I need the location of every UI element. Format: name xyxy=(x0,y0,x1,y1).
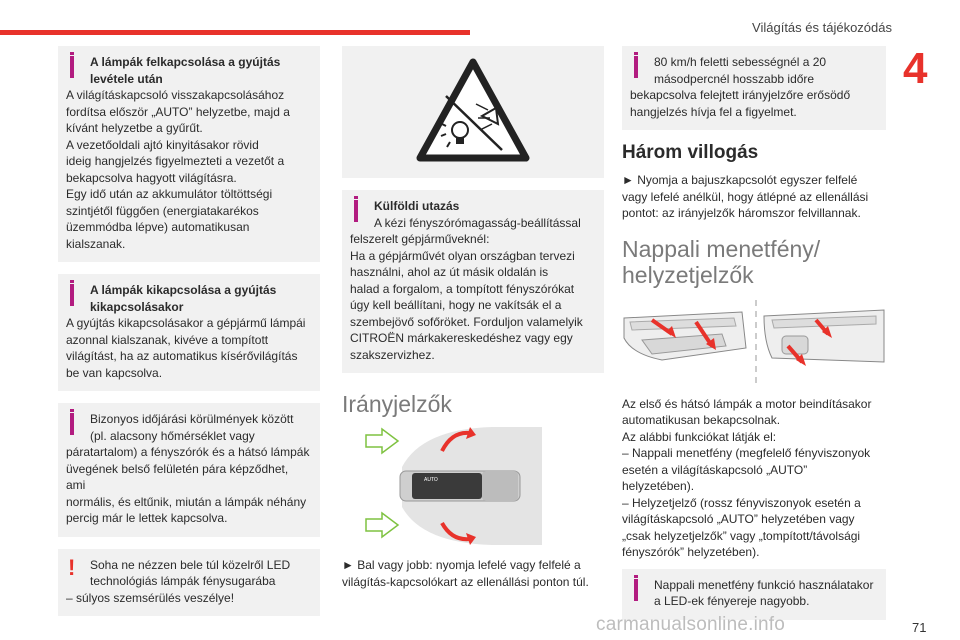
line: bekapcsolva hagyott világításra. xyxy=(66,170,237,185)
watermark: carmanualsonline.info xyxy=(596,614,786,635)
line: szakszervizhez. xyxy=(350,347,435,362)
line: kívánt helyzetbe a gyűrűt. xyxy=(66,121,203,135)
lamp-illustration xyxy=(622,298,886,390)
line: bekapcsolva felejtett irányjelzőre erősödő xyxy=(630,88,851,102)
daytime-text: „csak helyzetjelzők” vagy „tompított/távolsági xyxy=(622,528,861,543)
line: be van kapcsolva. xyxy=(66,365,163,380)
header-red-bar xyxy=(0,30,470,35)
info-box-title: A lámpák kikapcsolása a gyújtás kikapcsolásakor xyxy=(90,283,277,314)
info-box-first-line: 80 km/h feletti sebességnél a 20 másodpercnél hosszabb időre xyxy=(654,55,827,86)
info-box-title: A lámpák felkapcsolása a gyújtás levétele után xyxy=(90,55,281,86)
line: A világításkapcsoló visszakapcsolásához xyxy=(66,88,285,102)
line: A gyújtás kikapcsolásakor a gépjármű lámpái xyxy=(66,316,306,330)
info-box-travel-abroad xyxy=(342,190,604,373)
info-icon xyxy=(70,284,74,306)
headlamp-adjust-triangle-icon xyxy=(342,46,604,178)
info-icon xyxy=(634,579,638,601)
warning-icon: ! xyxy=(68,554,76,580)
daytime-text: esetén a világításkapcsoló „AUTO” xyxy=(622,462,808,477)
turn-signal-text: világítás-kapcsolókart az ellenállási ponton túl. xyxy=(342,574,589,589)
line: percig már le lettek kapcsolva. xyxy=(66,511,228,525)
info-icon xyxy=(70,413,74,435)
line: úgy kell beállítani, hogy ne vakítsák el a xyxy=(350,298,562,312)
column-3 xyxy=(622,46,886,632)
line: a LED-ek fényereje nagyobb. xyxy=(654,594,810,608)
stalk-illustration xyxy=(342,427,604,545)
line: halad a forgalom, a tompított fényszórókat xyxy=(350,281,575,296)
info-box-condensation xyxy=(58,403,320,537)
info-box-first-line: Nappali menetfény funkció használatakor xyxy=(654,577,874,592)
three-flashes-text: vagy lefelé anélkül, hogy átlépné az ellenállási xyxy=(622,189,869,204)
daytime-text: Az alábbi funkciókat látják el: xyxy=(622,429,777,444)
line: szintjétől függően (energiatakarékos xyxy=(66,203,259,218)
line: fordítsa először „AUTO” helyzetbe, majd a xyxy=(66,104,290,119)
line: üzemmódba lépve) automatikusan xyxy=(66,220,250,234)
section-title: Világítás és tájékozódás xyxy=(752,20,892,35)
heading-daytime-lights: Nappali menetfény/ helyzetjelzők xyxy=(622,235,821,288)
column-2 xyxy=(342,46,604,590)
page-number: 71 xyxy=(912,620,927,635)
heading-turn-signals: Irányjelzők xyxy=(342,391,452,417)
info-box-first-line: Bizonyos időjárási körülmények között (pl. alacsony hőmérséklet vagy xyxy=(90,412,294,443)
turn-signal-text: ► Bal vagy jobb: nyomja lefelé vagy felfelé a xyxy=(342,558,581,572)
line: felszerelt gépjárműveknél: xyxy=(350,232,490,246)
daytime-text: automatikusan bekapcsolnak. xyxy=(622,413,781,427)
column-1 xyxy=(58,46,320,628)
chapter-number: 4 xyxy=(903,44,928,93)
light-stalk-icon xyxy=(342,427,604,545)
daytime-lamps-icon xyxy=(622,298,886,390)
line: kialszanak. xyxy=(66,236,126,251)
heading-three-flashes: Három villogás xyxy=(622,142,759,163)
info-icon xyxy=(70,56,74,78)
line: használni, ahol az út másik oldalán is xyxy=(350,265,549,279)
headlamp-warning-image xyxy=(342,46,604,178)
line: üvegének belső felületén pára képződhet, ami xyxy=(66,461,289,492)
line: azonnal kialszanak, kivéve a tompított xyxy=(66,332,269,347)
line: szembejövő sofőröket. Forduljon valamelyik xyxy=(350,314,583,329)
line: páratartalom) a fényszórók és a hátsó lámpák xyxy=(66,445,310,459)
line: normális, és eltűnik, miután a lámpák néhány xyxy=(66,494,307,509)
info-icon xyxy=(354,200,358,222)
info-box-title: Külföldi utazás xyxy=(374,199,460,213)
stalk-auto-label: AUTO xyxy=(424,477,438,483)
daytime-text: világításkapcsoló „AUTO” helyzetében vagy xyxy=(622,512,855,526)
info-box-lights-off-ignition xyxy=(58,274,320,391)
line: világítást, ha az automatikus kísérővilágítás xyxy=(66,349,298,363)
three-flashes-text: pontot: az irányjelzők háromszor felvillannak. xyxy=(622,206,861,220)
line: hangjelzés hívja fel a figyelmet. xyxy=(630,104,797,119)
info-icon xyxy=(634,56,638,78)
line: – súlyos szemsérülés veszélye! xyxy=(66,590,235,605)
line: Ha a gépjárművét olyan országban tervezi xyxy=(350,248,575,263)
warning-box-first-line: Soha ne nézzen bele túl közelről LED technológiás lámpák fénysugarába xyxy=(90,557,291,588)
three-flashes-text: ► Nyomja a bajuszkapcsolót egyszer felfelé xyxy=(622,173,858,187)
line: Egy idő után az akkumulátor töltöttségi xyxy=(66,187,273,201)
daytime-text: Az első és hátsó lámpák a motor beindításakor xyxy=(622,396,872,411)
line: A vezetőoldali ajtó kinyitásakor rövid xyxy=(66,137,259,152)
line: ideig hangjelzés figyelmezteti a vezetőt a xyxy=(66,154,285,168)
daytime-text: helyzetében). xyxy=(622,479,695,493)
daytime-text: – Nappali menetfény (megfelelő fényviszonyok xyxy=(622,446,871,460)
daytime-text: fényszórók” helyzetében). xyxy=(622,545,760,559)
info-box-speed-warning xyxy=(622,46,886,130)
info-box-first-line: A kézi fényszórómagasság-beállítással xyxy=(374,215,581,230)
info-box-led-brightness xyxy=(622,569,886,620)
warning-box-led xyxy=(58,549,320,617)
daytime-text: – Helyzetjelző (rossz fényviszonyok esetén a xyxy=(622,495,861,510)
line: CITROËN márkakereskedéshez vagy egy xyxy=(350,331,573,345)
info-box-lights-after-ignition xyxy=(58,46,320,262)
